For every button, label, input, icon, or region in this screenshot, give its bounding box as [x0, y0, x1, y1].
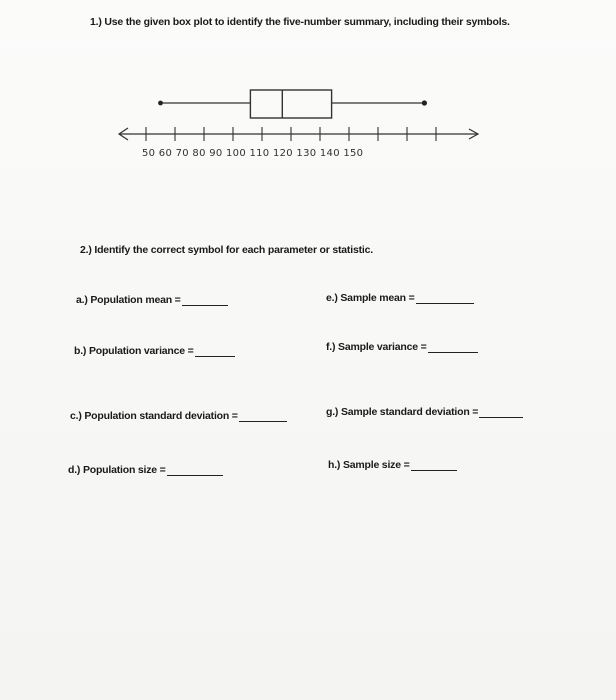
item-population-mean: [76, 294, 228, 306]
question-2-title: 2.) Identify the correct symbol for each parameter or statistic.: [80, 244, 373, 256]
item-population-std-dev: [70, 410, 287, 422]
item-label: e.) Sample mean =: [326, 292, 415, 304]
answer-blank[interactable]: [416, 293, 474, 304]
axis-tick-labels: 50 60 70 80 90 100 110 120 130 140 150: [142, 148, 364, 159]
answer-blank[interactable]: [479, 407, 523, 418]
item-sample-size: [328, 459, 457, 471]
item-label: a.) Population mean =: [76, 294, 181, 306]
box-q1-q3: [250, 90, 331, 118]
item-label: b.) Population variance =: [74, 345, 194, 357]
answer-blank[interactable]: [195, 346, 235, 357]
item-sample-mean: [326, 292, 474, 304]
item-label: d.) Population size =: [68, 464, 166, 476]
answer-blank[interactable]: [411, 460, 457, 471]
item-label: c.) Population standard deviation =: [70, 410, 238, 422]
answer-blank[interactable]: [239, 411, 287, 422]
item-sample-variance: [326, 341, 478, 353]
answer-blank[interactable]: [428, 342, 478, 353]
box-plot: [0, 0, 616, 180]
max-point: [422, 100, 427, 105]
answer-blank[interactable]: [182, 295, 228, 306]
item-population-variance: [74, 345, 235, 357]
answer-blank[interactable]: [167, 465, 223, 476]
item-population-size: [68, 464, 223, 476]
question-1-title: 1.) Use the given box plot to identify the five-number summary, including their symbols.: [90, 16, 510, 28]
item-sample-std-dev: [326, 406, 523, 418]
min-point: [158, 101, 163, 106]
item-label: f.) Sample variance =: [326, 341, 427, 353]
item-label: g.) Sample standard deviation =: [326, 406, 479, 418]
item-label: h.) Sample size =: [328, 459, 410, 471]
